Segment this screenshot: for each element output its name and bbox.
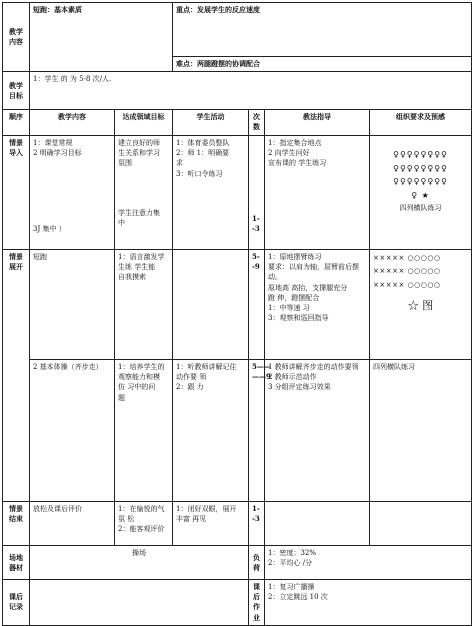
intro-content-line: 2 明确学习目标 [33, 149, 82, 158]
unit-cell: 短跑：基本素质 [30, 3, 173, 72]
reflection-value [30, 580, 249, 626]
develop-goal-line: 题 [118, 393, 125, 402]
develop-times-line: 5—— [252, 362, 271, 372]
venue-label: 场地器材 [3, 546, 30, 580]
intro-guidance-line: 1：指定集合地点 [268, 139, 322, 148]
develop-activity-2 [173, 360, 249, 502]
end-activity [173, 502, 249, 546]
col-times: 次数 [249, 110, 265, 136]
develop-guidance-line: 2 教师示范动作 [268, 373, 317, 382]
intro-content-line: 1：课堂常规 [33, 139, 73, 148]
intro-activity-line: 3：听口令练习 [176, 169, 223, 178]
formation-diagram [373, 148, 468, 202]
end-content: 放松及课后评价 [30, 502, 115, 546]
develop-times-2 [249, 360, 271, 502]
objectives-label: 教学目标 [3, 72, 30, 110]
lesson-plan-table [2, 2, 472, 626]
intro-times-value: 1--3 [252, 214, 260, 234]
develop-goal-line: 自我摸索 [118, 273, 146, 282]
section-develop-row-1 [3, 250, 472, 360]
develop-times-1: 5--9 [249, 250, 265, 360]
develop-organization-2: 四列横队练习 [370, 360, 472, 502]
key-point-cell: 重点：发展学生的反应速度 [173, 3, 472, 57]
formation-row: ♀ ★ [411, 190, 430, 200]
develop-goal-1 [115, 250, 173, 360]
develop-guidance-line: 1 教师讲解齐步走的动作要领 [268, 363, 359, 372]
xo-row: ××××× ○○○○○ [373, 254, 441, 263]
develop-activity-1 [173, 250, 249, 360]
load-line: 1：密度：32% [268, 549, 317, 558]
intro-goal-line: 生关系和学习 [118, 149, 160, 158]
develop-guidance-line: 3：观察和巡回指导 [268, 313, 329, 322]
col-activity: 学生活动 [173, 110, 249, 136]
end-activity-line: 丰富 再见 [176, 515, 207, 524]
col-guidance: 教法指导 [265, 110, 370, 136]
intro-goal-line: 建立良好的师 [118, 139, 160, 148]
develop-goal-line: 仿 习中的问 [118, 383, 156, 392]
develop-guidance-line: 动。 [268, 273, 282, 282]
end-times: 1--3 [249, 502, 265, 546]
end-guidance [265, 502, 370, 546]
intro-goal-line: 氛围 [118, 159, 132, 168]
develop-goal-2 [115, 360, 173, 502]
homework-values [265, 580, 472, 626]
intro-goal [115, 136, 173, 250]
homework-line: 1：复习广播操 [268, 583, 315, 592]
intro-activity [173, 136, 249, 250]
difficulty-cell: 难点：两腿蹬摆的协调配合 [173, 57, 472, 72]
homework-label: 课后作业 [249, 580, 265, 626]
develop-organization-1 [370, 250, 472, 360]
end-organization [370, 502, 472, 546]
intro-guidance [265, 136, 370, 250]
develop-guidance-line: 蹬 伸，蹬摆配合 [268, 293, 320, 302]
teaching-content-row [3, 3, 472, 57]
formation-caption: 四列横队练习 [399, 203, 442, 212]
col-organization: 组织要求及预感 [370, 110, 472, 136]
section-intro-row [3, 136, 472, 250]
intro-content [30, 136, 115, 250]
formation-row: ♀♀♀♀♀♀♀♀ [393, 177, 448, 187]
intro-activity-line: 求 [176, 159, 183, 168]
venue-value: 操场 [30, 546, 249, 580]
develop-activity-line [176, 262, 245, 272]
reflection-row [3, 580, 472, 626]
teaching-content-label: 教学内容 [3, 3, 30, 72]
section-develop-row-2 [3, 360, 472, 502]
intro-goal-line: 中 [118, 219, 125, 228]
intro-activity-line: 1：体育委员整队 [176, 139, 230, 148]
develop-times-line: ——9 [252, 372, 271, 382]
develop-content-2: 2 基本体操（齐步走） [30, 360, 115, 502]
end-goal-line: 1：在愉悦的气 [118, 505, 165, 514]
intro-guidance-line: 宣布课的 学生练习 [268, 159, 327, 168]
develop-content-1: 短跑 [30, 250, 115, 360]
col-order: 顺序 [3, 110, 30, 136]
develop-activity-line: 动作要 领 [176, 373, 207, 382]
load-line: 2：平均心 /分 [268, 559, 313, 568]
intro-activity-line: 2：师 1：明确要 [176, 149, 230, 158]
intro-organization [370, 136, 472, 250]
end-goal-line: 氛 松 [118, 515, 135, 524]
develop-guidance-1 [265, 250, 370, 360]
develop-label: 情景展开 [3, 250, 30, 502]
xo-row: ××××× ○○○○○ [373, 280, 441, 289]
xo-row: ××××× ○○○○○ [373, 267, 441, 276]
figure-caption: ☆ 图 [407, 299, 434, 313]
objectives-row [3, 72, 472, 110]
develop-guidance-line: 要求：以肩为轴，屈臂前后摆 [268, 263, 359, 272]
intro-guidance-line: 2 向学生问好 [268, 149, 310, 158]
load-values [265, 546, 472, 580]
develop-guidance-line: 原地高 高抬，支撑腿充分 [268, 283, 348, 292]
end-goal-line: 2：能客观评价 [118, 525, 165, 534]
intro-times [249, 136, 265, 250]
col-content: 教学内容 [30, 110, 115, 136]
develop-activity-line: 2：跟 力 [176, 383, 204, 392]
formation-row: ♀♀♀♀♀♀♀♀ [393, 163, 448, 173]
end-goal [115, 502, 173, 546]
end-activity-line: 1：闭好双眼，展开 [176, 505, 237, 514]
develop-goal-line: 1：语言激发学 [118, 253, 165, 262]
homework-line: 2：立定跳远 10 次 [268, 593, 328, 602]
load-label: 负荷 [249, 546, 265, 580]
intro-label: 情景导入 [3, 136, 30, 250]
develop-guidance-line: 3 分组评定练习效果 [268, 383, 331, 392]
develop-goal-line: 1：培养学生的 [118, 363, 165, 372]
develop-guidance-line: 1：原地摆臂练习 [268, 253, 322, 262]
develop-activity-line: 1：听教师讲解记住 [176, 363, 237, 372]
venue-row [3, 546, 472, 580]
develop-guidance-line: 1：中等速 习 [268, 303, 310, 312]
intro-goal-line: 学生注意力集 [118, 209, 160, 218]
develop-guidance-2 [265, 360, 370, 502]
intro-content-bottom: 3J 集中 ） [33, 225, 66, 234]
col-goal: 达成领域目标 [115, 110, 173, 136]
develop-goal-line: 生练 学生能 [118, 263, 156, 272]
end-label: 情景结束 [3, 502, 30, 546]
reflection-label: 课后记录 [3, 580, 30, 626]
formation-row: ♀♀♀♀♀♀♀♀ [393, 150, 448, 160]
objectives-text: 1：学生 的 为 5-8 次/人. [30, 72, 472, 110]
section-end-row [3, 502, 472, 546]
develop-activity-line [176, 252, 245, 262]
develop-goal-line: 观察能力和模 [118, 373, 160, 382]
column-header-row [3, 110, 472, 136]
